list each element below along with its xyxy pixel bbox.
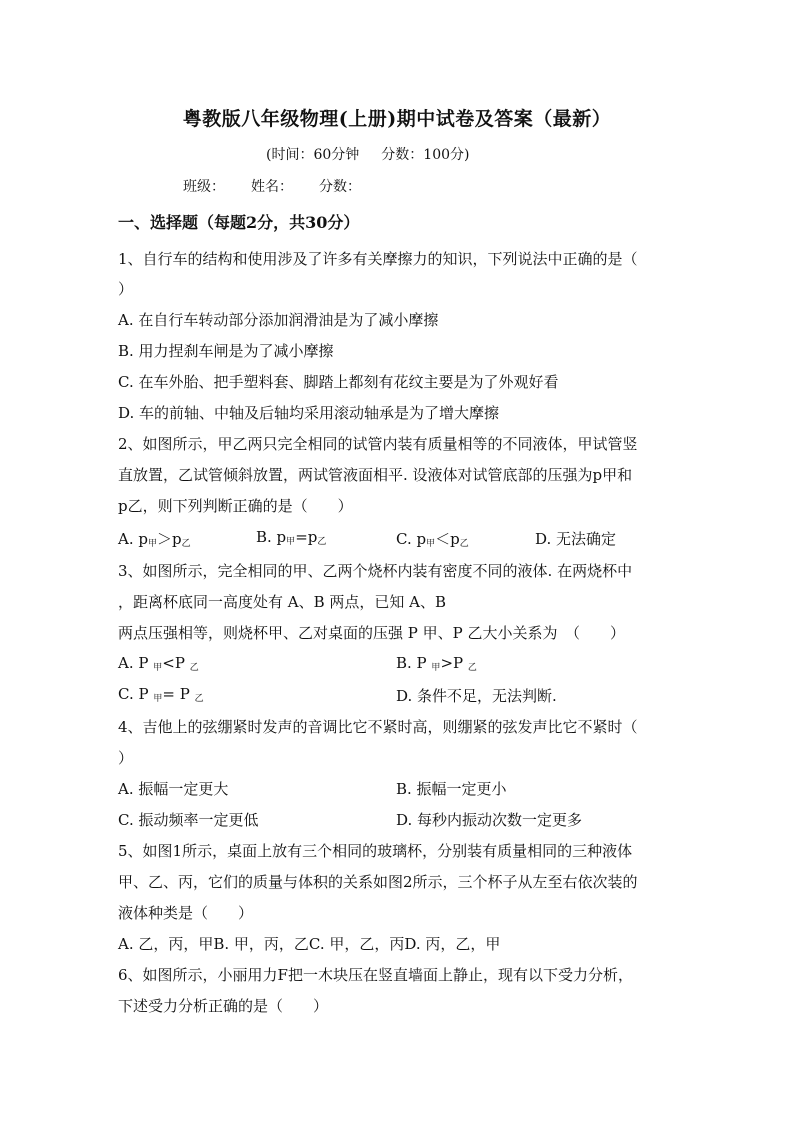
q5-options: A. 乙，丙，甲B. 甲，丙，乙C. 甲，乙，丙D. 丙，乙，甲 [118,935,501,953]
q2-stem-line-2: 直放置，乙试管倾斜放置，两试管液面相平. 设液体对试管底部的压强为p甲和 [118,466,633,484]
q2-option-b: B. $p_甲=p_乙$ [256,528,327,547]
q3-stem-line-1: 3、如图所示，完全相同的甲、乙两个烧杯内装有密度不同的液体. 在两烧杯中 [118,562,633,580]
class-label: 班级： [183,179,225,195]
exam-meta [266,144,491,164]
q5-stem-line-2: 甲、乙、丙，它们的质量与体积的关系如图2所示，三个杯子从左至右依次装的 [118,873,638,891]
section-heading: 一、选择题（每题2分，共30分） [118,213,360,232]
q4-option-a: A. 振幅一定更大 [118,780,229,798]
q2-option-c: C. $p_甲<p_乙$ [396,530,469,549]
page-title: 粤教版八年级物理(上册)期中试卷及答案（最新） [182,108,612,130]
points-label: 分数： [319,179,361,195]
q1-option-a: A. 在自行车转动部分添加润滑油是为了减小摩擦 [118,311,439,329]
q3-stem-line-3: 两点压强相等，则烧杯甲、乙对桌面的压强 P 甲、P 乙大小关系为 （ ） [118,624,625,642]
q1-option-b: B. 用力捏刹车闸是为了减小摩擦 [118,342,334,360]
q2-stem-line-1: 2、如图所示，甲乙两只完全相同的试管内装有质量相等的不同液体，甲试管竖 [118,435,638,453]
score-info: 分数：100分) [381,147,470,163]
q4-stem-line-1: 4、吉他上的弦绷紧时发声的音调比它不紧时高，则绷紧的弦发声比它不紧时（ [118,718,638,736]
q4-option-d: D. 每秒内振动次数一定更多 [396,811,583,829]
time-info: (时间：60分钟 [266,147,360,163]
q6-stem-line-1: 6、如图所示，小丽用力F把一木块压在竖直墙面上静止，现有以下受力分析， [118,966,633,984]
q1-option-d: D. 车的前轴、中轴及后轴均采用滚动轴承是为了增大摩擦 [118,404,500,422]
student-info [183,176,387,196]
q4-option-b: B. 振幅一定更小 [396,780,507,798]
q2-option-a: A. $p_甲>p_乙$ [118,530,191,549]
q5-stem-line-1: 5、如图1所示，桌面上放有三个相同的玻璃杯，分别装有质量相同的三种液体 [118,842,633,860]
q1-option-c: C. 在车外胎、把手塑料套、脚踏上都刻有花纹主要是为了外观好看 [118,373,559,391]
q4-option-c: C. 振动频率一定更低 [118,811,259,829]
q3-option-d: D. 条件不足，无法判断. [396,687,557,705]
q5-stem-line-3: 液体种类是（ ） [118,904,254,922]
q1-stem-line-1: 1、自行车的结构和使用涉及了许多有关摩擦力的知识，下列说法中正确的是（ [118,250,638,268]
q4-stem-line-2: ） [118,749,134,767]
q1-stem-line-2: ） [118,280,134,298]
q2-option-d: D. 无法确定 [535,530,617,548]
q3-option-b: B. P $_甲$>P $_乙$ [396,654,477,673]
q3-option-c: C. P $_甲$= P $_乙$ [118,685,204,704]
q3-stem-line-2: ，距离杯底同一高度处有 A、B 两点，已知 A、B [118,593,447,611]
name-label: 姓名： [251,179,293,195]
q6-stem-line-2: 下述受力分析正确的是（ ） [118,997,329,1015]
q2-stem-line-3: p乙，则下列判断正确的是（ ） [118,497,353,515]
q3-option-a: A. P $_甲$<P $_乙$ [118,654,199,673]
